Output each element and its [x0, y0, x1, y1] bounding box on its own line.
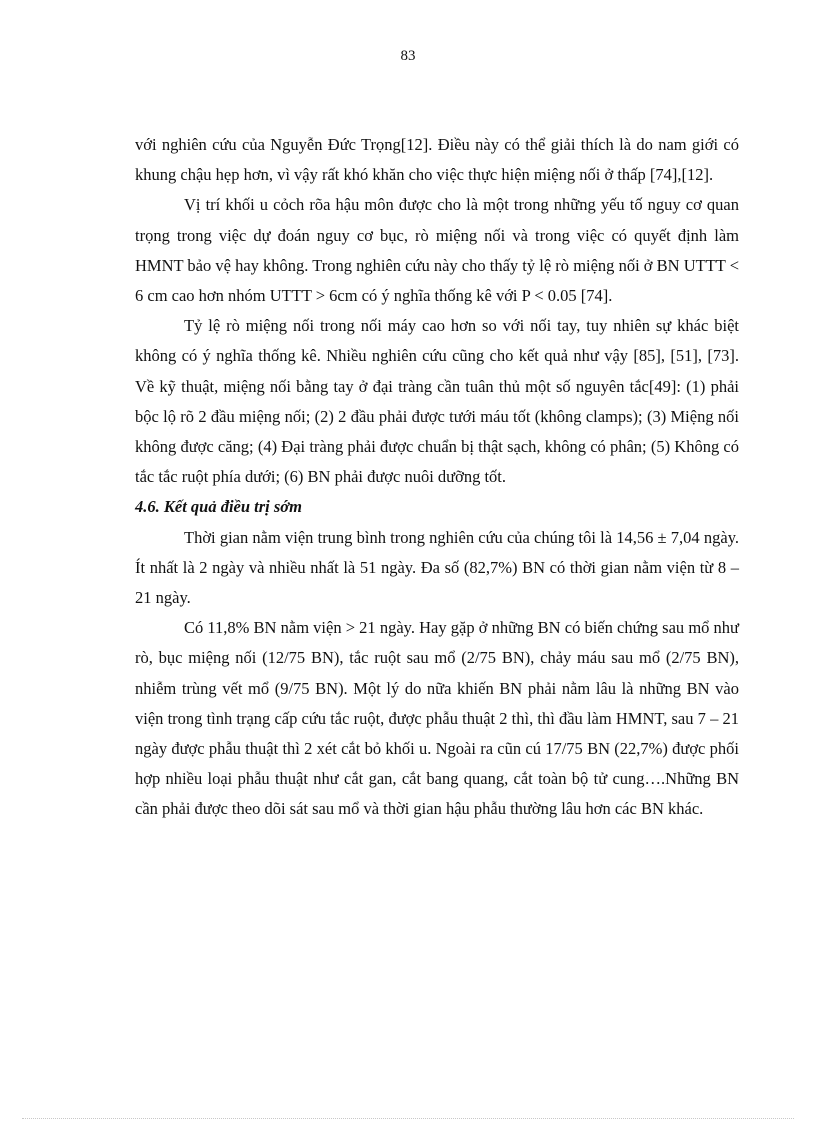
- paragraph-anastomosis-technique: Tỷ lệ rò miệng nối trong nối máy cao hơn so với nối tay, tuy nhiên sự khác biệt không có ý nghĩa thống kê. Nhiều nghiên cứu cũng cho kết quả như vậy [85], [51], [73]. Về kỹ thuật, miệng nối bằng tay ở đại tràng cần tuân thủ một số nguyên tắc[49]: (1) phải bộc lộ rõ 2 đầu miệng nối; (2) 2 đầu phải được tưới máu tốt (không clamps); (3) Miệng nối không được căng; (4) Đại tràng phải được chuẩn bị thật sạch, không có phân; (5) Không có tắc tắc ruột phía dưới; (6) BN phải được nuôi dưỡng tốt.: [135, 316, 739, 487]
- bottom-divider: [22, 1118, 794, 1119]
- paragraph-hospital-stay: Thời gian nằm viện trung bình trong nghiên cứu của chúng tôi là 14,56 ± 7,04 ngày. Ít nhất là 2 ngày và nhiều nhất là 51 ngày. Đa số (82,7%) BN có thời gian nằm viện từ 8 – 21 ngày.: [135, 527, 739, 608]
- paragraph-long-stay-causes: Có 11,8% BN nằm viện > 21 ngày. Hay gặp ở những BN có biến chứng sau mổ như rò, bục miệng nối (12/75 BN), tắc ruột sau mổ (2/75 BN), chảy máu sau mổ (2/75 BN), nhiễm trùng vết mổ (9/75 BN). Một lý do nữa khiến BN phải nằm lâu là những BN vào viện trong tình trạng cấp cứu tắc ruột, được phẫu thuật 2 thì, thì đầu làm HMNT, sau 7 – 21 ngày được phẫu thuật thì 2 xét cắt bỏ khối u. Ngoài ra cũn cú 17/75 BN (22,7%) được phối hợp nhiều loại phẫu thuật như cắt gan, cắt bang quang, cắt toàn bộ tử cung….Những BN cần phải được theo dõi sát sau mổ và thời gian hậu phẫu thường lâu hơn các BN khác.: [135, 618, 739, 819]
- paragraph-tumor-position: Vị trí khối u cỏch rõa hậu môn được cho là một trong những yếu tố nguy cơ quan trọng trong việc dự đoán nguy cơ bục, rò miệng nối và trong việc có quyết định làm HMNT bảo vệ hay không. Trong nghiên cứu này cho thấy tỷ lệ rò miệng nối ở BN UTTT < 6 cm cao hơn nhóm UTTT > 6cm có ý nghĩa thống kê với P < 0.05 [74].: [135, 195, 739, 306]
- document-body: [135, 130, 739, 825]
- page-number: 83: [400, 48, 416, 64]
- paragraph-continuation: với nghiên cứu của Nguyễn Đức Trọng[12]. Điều này có thể giải thích là do nam giới có khung chậu hẹp hơn, vì vậy rất khó khăn cho việc thực hiện miệng nối ở thấp [74],[12].: [135, 135, 739, 185]
- section-heading: 4.6. Kết quả điều trị sớm: [135, 497, 302, 517]
